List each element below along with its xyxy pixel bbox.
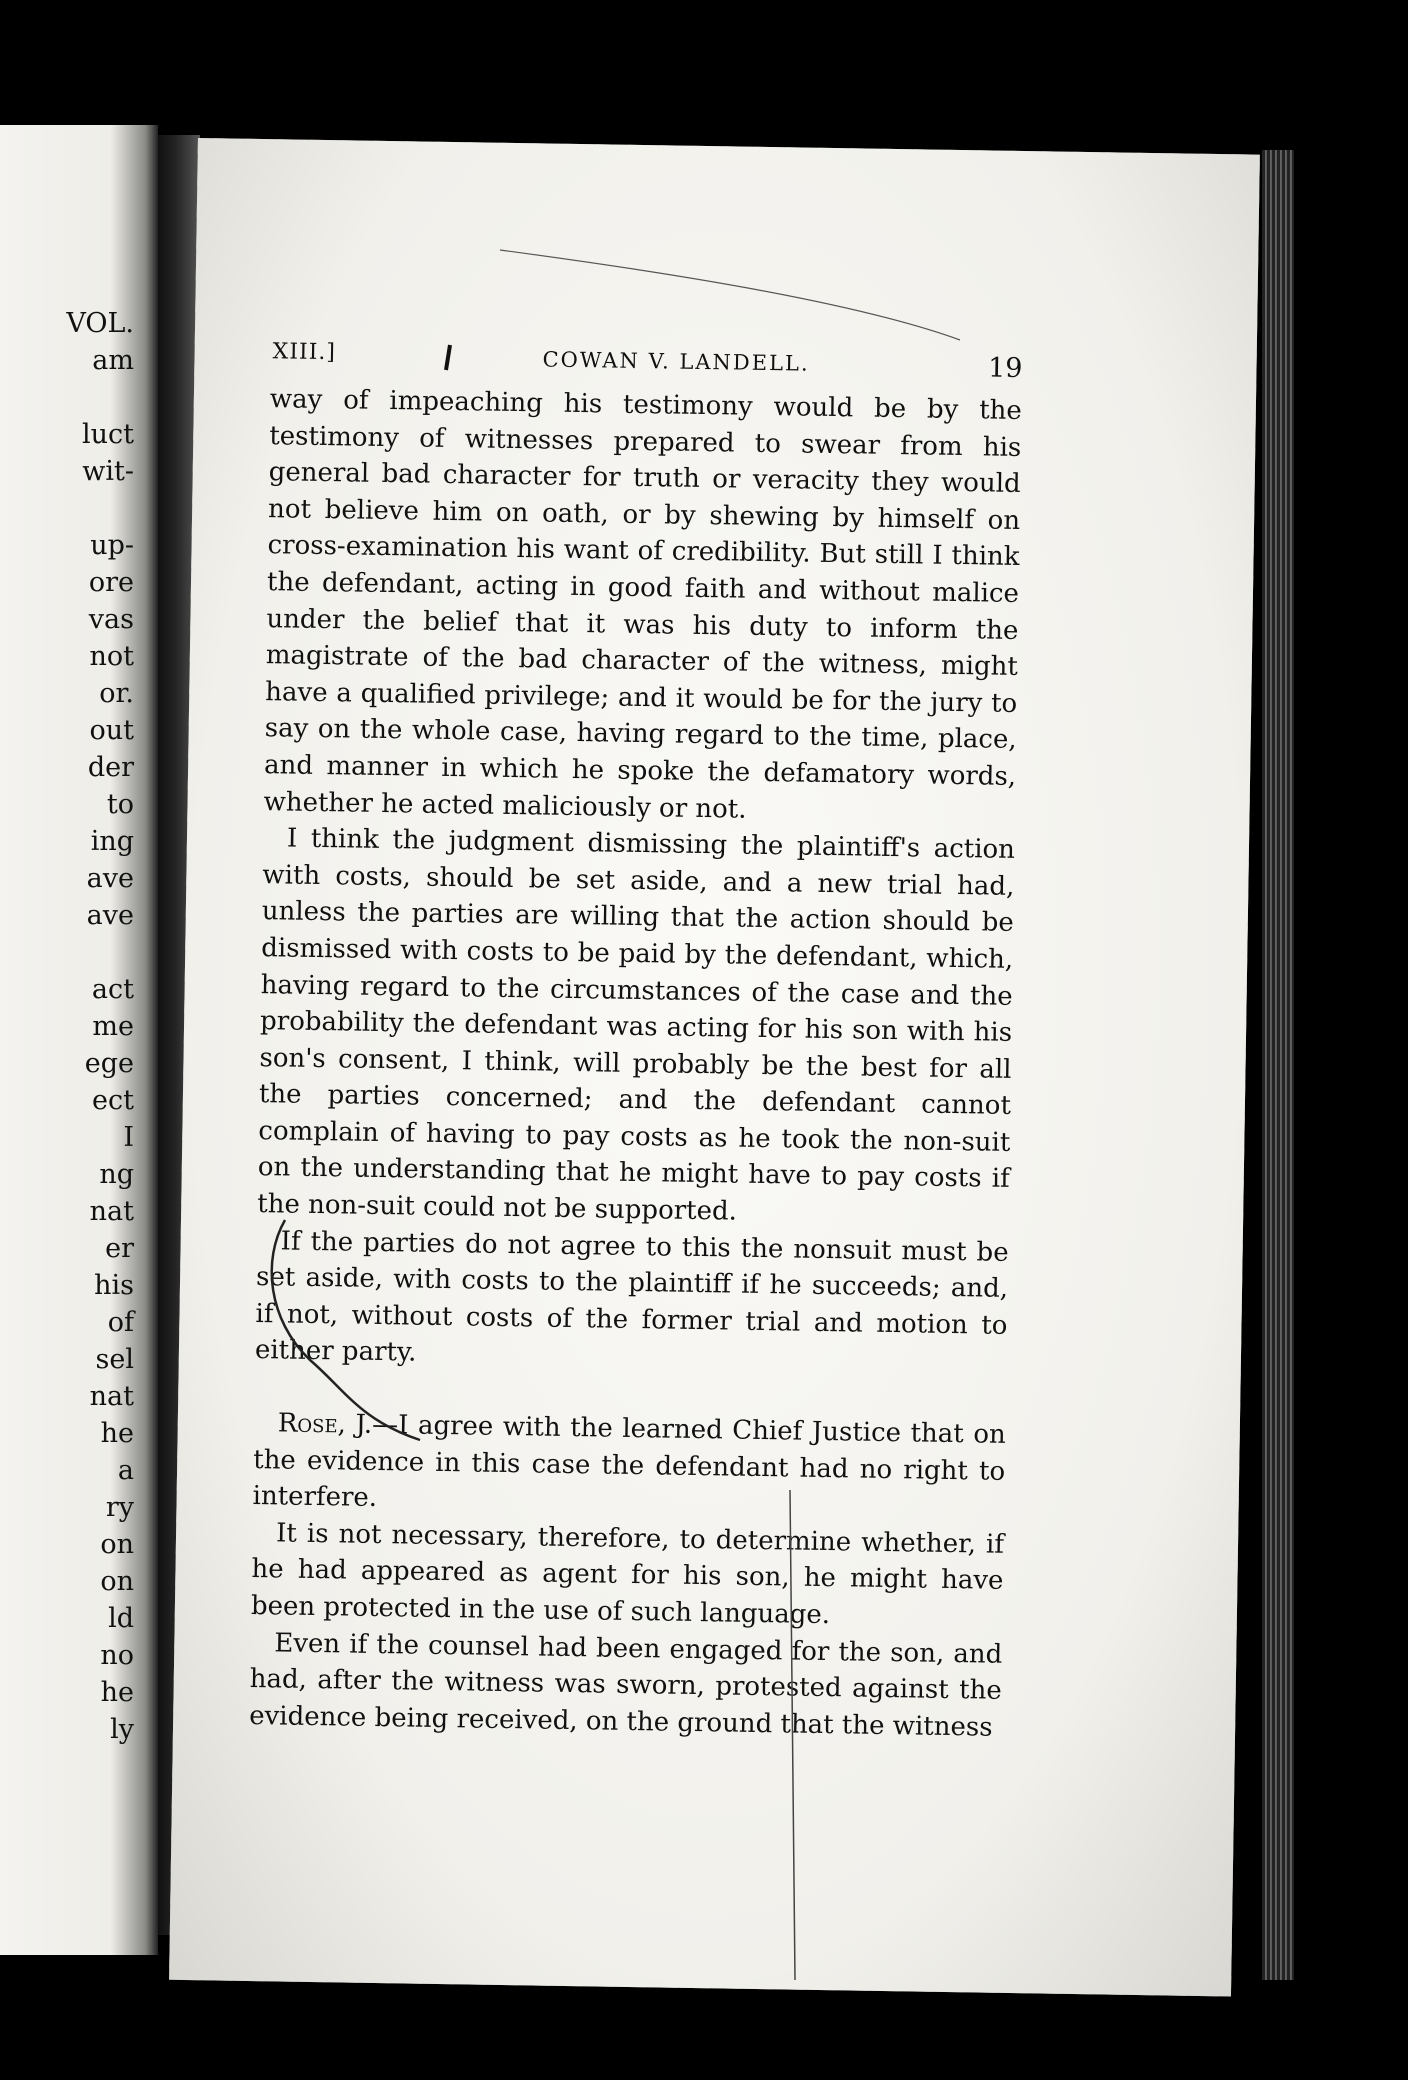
paragraph-judgment: I think the judgment dismissing the plaintiff's action with costs, should be set aside, and a new trial had, unless the parties are willing that the action should be dismissed with costs to be paid by the defendant, which, having regard to the circumstances of the case and the probability the defendant was acting for his son with his son's consent, I think, will probably be the best for all the parties concerned; and the defendant cannot complain of having to pay costs as he took the non-suit on the understanding that he might have to pay costs if the non-suit could not be supported.	[257, 823, 1016, 1227]
paragraph-rose-agency: It is not necessary, therefore, to determine whether, if he had appeared as agent for his son, he might have been protected in the use of such language.	[250, 1518, 1005, 1631]
facing-page-fragment-line: ect	[92, 1085, 134, 1116]
paragraph-alternative: If the parties do not agree to this the nonsuit must be set aside, with costs to the plaintiff if he succeeds; and, if not, without costs of the former trial and motion to either party.	[254, 1226, 1009, 1369]
facing-page-fragment-line: sel	[95, 1344, 134, 1375]
facing-page-fragment-line: luct	[82, 419, 134, 450]
facing-page-fragment-line: of	[107, 1307, 134, 1338]
facing-page-fragment-line	[66, 934, 134, 971]
paragraph-rose-counsel: Even if the counsel had been engaged for the son, and had, after the witness was sworn, protested against the evidence being received, on the ground that the witness	[248, 1627, 1003, 1743]
facing-page-fragment-line: me	[92, 1011, 134, 1042]
page-body	[249, 381, 1022, 1746]
facing-page-fragment-line: act	[91, 974, 134, 1005]
facing-page-fragment-line: ld	[108, 1603, 134, 1634]
facing-page-fragment-line: der	[87, 752, 134, 783]
page-number: 19	[987, 352, 1023, 384]
facing-page-fragment	[0, 125, 158, 1955]
book-page	[169, 138, 1260, 1996]
facing-page-fragment-line: or.	[99, 678, 134, 709]
facing-page-fragment-line: his	[94, 1270, 134, 1301]
facing-page-fragment-line	[66, 490, 134, 527]
facing-page-fragment-line: not	[89, 641, 134, 672]
facing-page-fragment-line: am	[92, 345, 134, 376]
facing-page-fragment-line: ng	[99, 1159, 134, 1190]
facing-page-fragment-line: he	[100, 1677, 134, 1708]
facing-page-fragment-line: no	[100, 1640, 134, 1671]
facing-page-fragment-line: on	[100, 1566, 134, 1597]
facing-page-fragment-line: up-	[90, 530, 134, 561]
facing-page-fragment-line: VOL.	[66, 308, 134, 339]
facing-page-fragment-line: nat	[89, 1196, 134, 1227]
facing-page-fragment-line: ry	[105, 1492, 134, 1523]
volume-marker: XIII.]	[272, 339, 337, 366]
paragraph-continued: way of impeaching his testimony would be by the testimony of witnesses prepared to swear from his general bad character for truth or veracity they would not believe him on oath, or by shewing by himself on cross-examination his want of credibility. But still I think the defendant, acting in good faith and without malice under the belief that it was his duty to inform the magistrate of the bad character of the witness, might have a qualified privilege; and it would be for the jury to say on the whole case, having regard to the time, place, and manner in which he spoke the defamatory words, whether he acted maliciously or not.	[263, 384, 1023, 825]
facing-page-fragment-line: er	[105, 1233, 134, 1264]
facing-page-fragment-line: to	[106, 789, 134, 820]
facing-page-fragment-line: ing	[90, 826, 134, 857]
page-edges	[1262, 150, 1294, 1980]
facing-page-fragment-line: ave	[86, 900, 134, 931]
facing-page-fragment-line: wit-	[82, 456, 134, 487]
facing-page-fragment-line: vas	[88, 604, 134, 635]
case-title: COWAN V. LANDELL.	[542, 347, 810, 376]
facing-page-fragment-line: nat	[89, 1381, 134, 1412]
facing-page-fragment-line	[66, 379, 134, 416]
rose-opening-text: —I agree with the learned Chief Justice that on the evidence in this case the defendant had no right to interfere.	[252, 1409, 1006, 1514]
judge-name: Rose, J.	[277, 1408, 373, 1440]
facing-page-fragment-line: ore	[88, 567, 134, 598]
paragraph-rose-opening	[252, 1405, 1006, 1527]
facing-page-fragment-line: ege	[84, 1048, 134, 1079]
facing-page-fragment-line: ave	[86, 863, 134, 894]
facing-page-fragment-line: a	[117, 1455, 134, 1486]
facing-page-fragment-line: ly	[110, 1714, 134, 1745]
facing-page-fragment-line: he	[100, 1418, 134, 1449]
facing-page-text-column	[66, 305, 134, 1748]
facing-page-fragment-line: I	[123, 1122, 134, 1153]
facing-page-fragment-line: out	[89, 715, 134, 746]
facing-page-fragment-line: on	[100, 1529, 134, 1560]
